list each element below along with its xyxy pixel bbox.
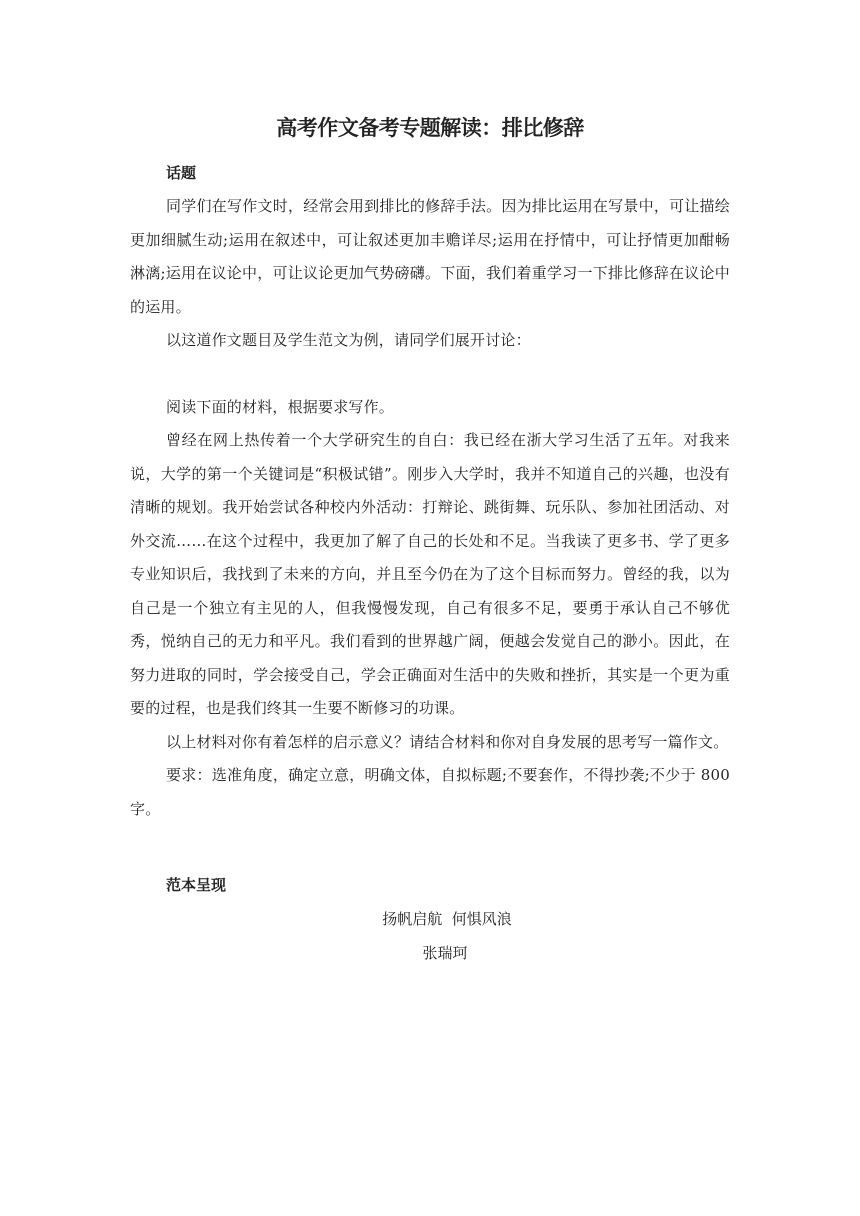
section-heading-topic: 话题 [166,164,197,182]
document-title: 高考作文备考专题解读：排比修辞 [276,116,584,140]
prompt-question: 以上材料对你有着怎样的启示意义？请结合材料和你对自身发展的思考写一篇作文。 [166,732,729,751]
spacer [130,826,730,868]
essay-author: 张瑞珂 [422,944,468,962]
section-heading-sample: 范本呈现 [166,876,227,894]
prompt-requirements: 要求：选准角度，确定立意，明确文体，自拟标题;不要套作，不得抄袭;不少于 800 字。 [130,766,730,818]
topic-paragraph-2: 以这道作文题目及学生范文为例，请同学们展开讨论： [166,331,531,349]
essay-title: 扬帆启航 何惧风浪 [382,910,512,928]
prompt-instruction: 阅读下面的材料，根据要求写作。 [166,397,395,416]
prompt-material: 曾经在网上热传着一个大学研究生的自白：我已经在浙大学习生活了五年。对我来说，大学的第一个关键词是“积极试错”。刚步入大学时，我并不知道自己的兴趣，也没有清晰的规划。我开始尝试各种校内外活动：打辩论、跳街舞、玩乐队、参加社团活动、对外交流……在这个过程中，我更加了解了自己的长处和不足。当我读了更多书、学了更多专业知识后，我找到了未来的方向，并且至今仍在为了这个目标而努力。曾经的我，以为自己是一个独立有主见的人，但我慢慢发现，自己有很多不足，要勇于承认自己不够优秀，悦纳自己的无力和平凡。我们看到的世界越广阔，便越会发觉自己的渺小。因此，在努力进取的同时，学会接受自己，学会正确面对生活中的失败和挫折，其实是一个更为重要的过程，也是我们终其一生要不断修习的功课。 [130,431,730,717]
document-page [130,110,730,970]
topic-paragraph-1: 同学们在写作文时，经常会用到排比的修辞手法。因为排比运用在写景中，可让描绘更加细腻生动;运用在叙述中，可让叙述更加丰赡详尽;运用在抒情中，可让抒情更加酣畅淋漓;运用在议论中，可让议论更加气势磅礴。下面，我们着重学习一下排比修辞在议论中的运用。 [130,197,730,316]
spacer [130,358,730,391]
